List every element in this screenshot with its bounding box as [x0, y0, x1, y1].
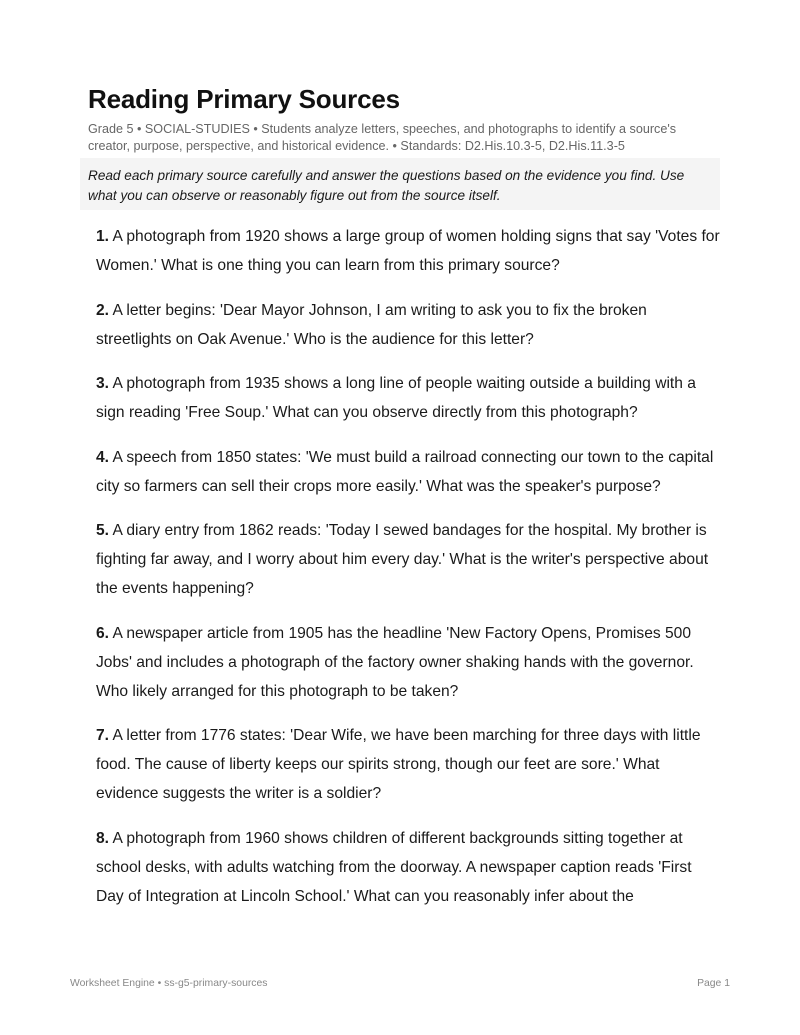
question-text: A letter begins: 'Dear Mayor Johnson, I am writing to ask you to fix the broken streetlights on Oak Avenue.' Who is the audience for this letter? [96, 301, 647, 348]
question-text: A letter from 1776 states: 'Dear Wife, we have been marching for three days with little food. The cause of liberty keeps our spirits strong, though our feet are sore.' What evidence suggests the writer is a soldier? [96, 727, 701, 802]
question-number: 6. [96, 624, 110, 642]
question-number: 3. [96, 375, 110, 392]
question-number: 2. [96, 301, 110, 319]
worksheet-subtitle: Grade 5 • SOCIAL-STUDIES • Students analyze letters, speeches, and photographs to identify a source's creator, purpose, perspective, and historical evidence. • Standards: D2.His.10.3-5, D2.His.11.3-5 [88, 122, 677, 153]
instructions-box: Read each primary source carefully and answer the questions based on the evidence you find. Use what you can observe or reasonably figure out from the source itself. [80, 158, 720, 210]
question-item [96, 296, 722, 354]
question-text: A speech from 1850 states: 'We must build a railroad connecting our town to the capital city so farmers can sell their crops more easily.' What was the speaker's purpose? [96, 448, 714, 495]
question-item [96, 824, 722, 911]
question-text: A diary entry from 1862 reads: 'Today I sewed bandages for the hospital. My brother is fighting far away, and I worry about him every day.' What is the writer's perspective about the events happening? [96, 522, 709, 597]
question-item [96, 721, 722, 808]
question-number: 5. [96, 522, 110, 539]
page-title: Reading Primary Sources [88, 84, 400, 114]
question-number: 1. [96, 228, 110, 245]
question-number: 8. [96, 829, 110, 847]
question-number: 7. [96, 727, 110, 744]
footer-source: Worksheet Engine • ss-g5-primary-sources [70, 978, 268, 989]
question-text: A photograph from 1935 shows a long line of people waiting outside a building with a sign reading 'Free Soup.' What can you observe directly from this photograph? [96, 375, 696, 421]
question-list [96, 222, 722, 926]
question-text: A photograph from 1920 shows a large group of women holding signs that say 'Votes for Women.' What is one thing you can learn from this primary source? [96, 228, 720, 274]
footer-page-number: Page 1 [697, 978, 730, 989]
question-text: A photograph from 1960 shows children of different backgrounds sitting together at school desks, with adults watching from the doorway. A newspaper caption reads 'First Day of Integration at Lincoln School.' What can you reasonably infer about the [96, 829, 692, 905]
question-number: 4. [96, 448, 110, 466]
question-text: A newspaper article from 1905 has the headline 'New Factory Opens, Promises 500 Jobs' and includes a photograph of the factory owner shaking hands with the governor. Who likely arranged for this photograph to be taken? [96, 624, 694, 700]
question-item [96, 516, 722, 603]
question-item [96, 222, 722, 280]
question-item [96, 369, 722, 427]
question-item [96, 443, 722, 501]
question-item [96, 619, 722, 706]
